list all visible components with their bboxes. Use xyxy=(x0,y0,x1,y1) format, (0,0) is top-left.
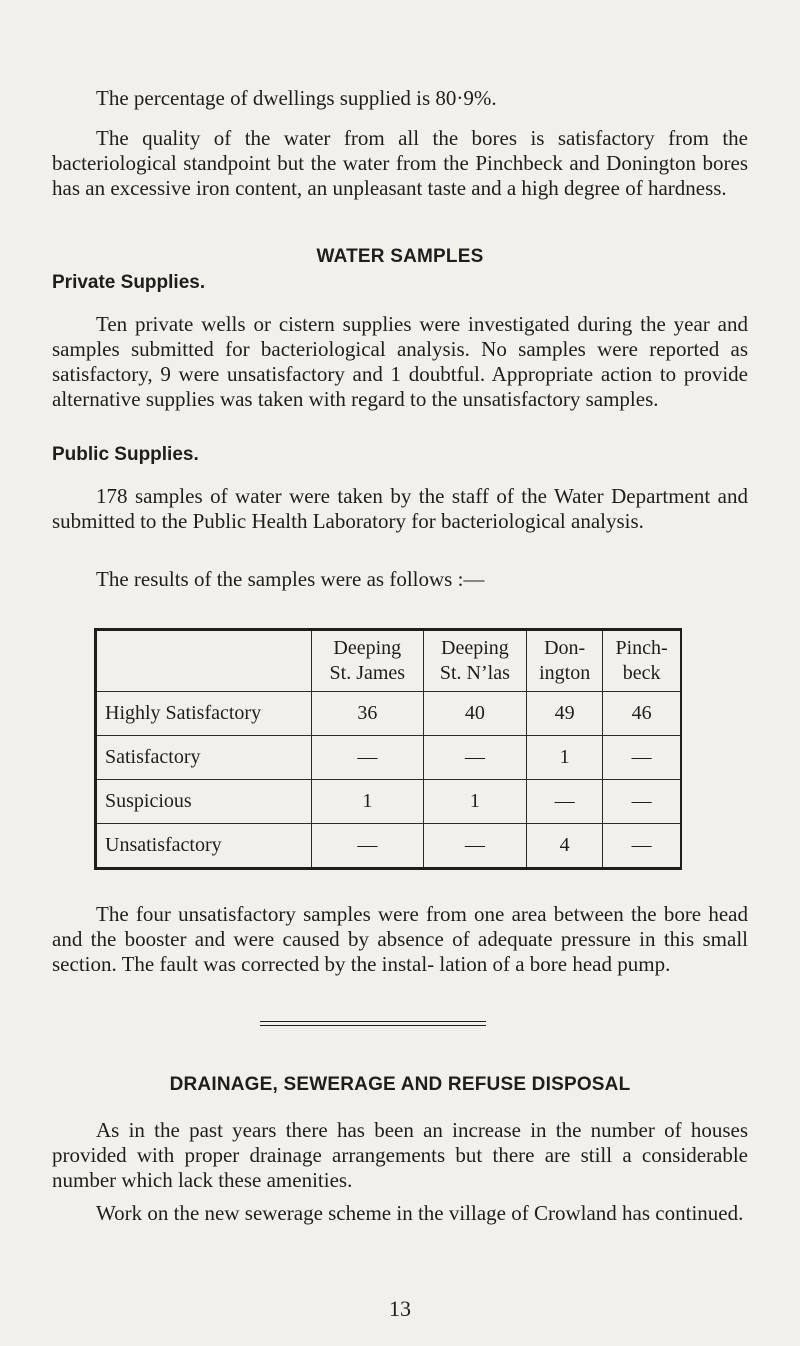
table-cell: 1 xyxy=(527,736,603,780)
table-header-row xyxy=(96,630,682,692)
quality-paragraph: The quality of the water from all the bores is satisfactory from the bacteriological standpoint but the water from the Pinchbeck and Donington bores has an excessive iron content, an unpleasant taste and a high degree of hardness. xyxy=(52,126,748,200)
column-header: Deeping St. N’las xyxy=(423,630,527,692)
row-label: Suspicious xyxy=(96,780,312,824)
private-supplies-paragraph: Ten private wells or cistern supplies were investigated during the year and samples submitted for bacteriological analysis. No samples were reported as satisfactory, 9 were unsatisfactory and 1 doubtful. Appropriate action to provide alternative supplies was taken with regard to the unsatisfactory samples. xyxy=(52,312,748,411)
table-cell: 4 xyxy=(527,824,603,869)
table-cell: 36 xyxy=(312,692,424,736)
row-label: Highly Satisfactory xyxy=(96,692,312,736)
private-supplies-heading: Private Supplies. xyxy=(52,272,206,293)
section-divider-top xyxy=(260,1021,486,1022)
table-row xyxy=(96,780,682,824)
water-samples-heading: WATER SAMPLES xyxy=(316,246,484,267)
row-label: Unsatisfactory xyxy=(96,824,312,869)
table-cell: 1 xyxy=(423,780,527,824)
table-cell: — xyxy=(603,780,681,824)
column-header: Pinch- beck xyxy=(603,630,681,692)
table-cell: 49 xyxy=(527,692,603,736)
results-table xyxy=(94,628,682,870)
page-number: 13 xyxy=(389,1296,411,1321)
table-cell: — xyxy=(527,780,603,824)
drainage-paragraph-2: Work on the new sewerage scheme in the village of Crowland has continued. xyxy=(96,1201,744,1225)
public-supplies-paragraph: 178 samples of water were taken by the staff of the Water Department and submitted to the Public Health Laboratory for bacteriological analysis. xyxy=(52,484,748,533)
drainage-heading: DRAINAGE, SEWERAGE AND REFUSE DISPOSAL xyxy=(169,1074,631,1095)
table-cell: 46 xyxy=(603,692,681,736)
percentage-line: The percentage of dwellings supplied is 80·9%. xyxy=(96,86,497,110)
column-header: Deeping St. James xyxy=(312,630,424,692)
table-cell: — xyxy=(423,824,527,869)
drainage-paragraph-1: As in the past years there has been an increase in the number of houses provided with proper drainage arrangements but there are still a considerable number which lack these amenities. xyxy=(52,1118,748,1192)
table-cell: — xyxy=(603,824,681,869)
table-cell: — xyxy=(312,824,424,869)
table-row xyxy=(96,736,682,780)
section-divider-bottom xyxy=(260,1025,486,1026)
unsatisfactory-paragraph: The four unsatisfactory samples were from one area between the bore head and the booster and were caused by absence of adequate pressure in this small section. The fault was corrected by the instal- lation of a bore head pump. xyxy=(52,902,748,976)
table-corner-cell xyxy=(96,630,312,692)
table-cell: — xyxy=(312,736,424,780)
table-row xyxy=(96,824,682,869)
table-row xyxy=(96,692,682,736)
table-cell: — xyxy=(603,736,681,780)
table-cell: 40 xyxy=(423,692,527,736)
public-supplies-heading: Public Supplies. xyxy=(52,444,199,465)
results-intro: The results of the samples were as follows :— xyxy=(96,567,485,591)
table-cell: 1 xyxy=(312,780,424,824)
table-cell: — xyxy=(423,736,527,780)
column-header: Don- ington xyxy=(527,630,603,692)
row-label: Satisfactory xyxy=(96,736,312,780)
